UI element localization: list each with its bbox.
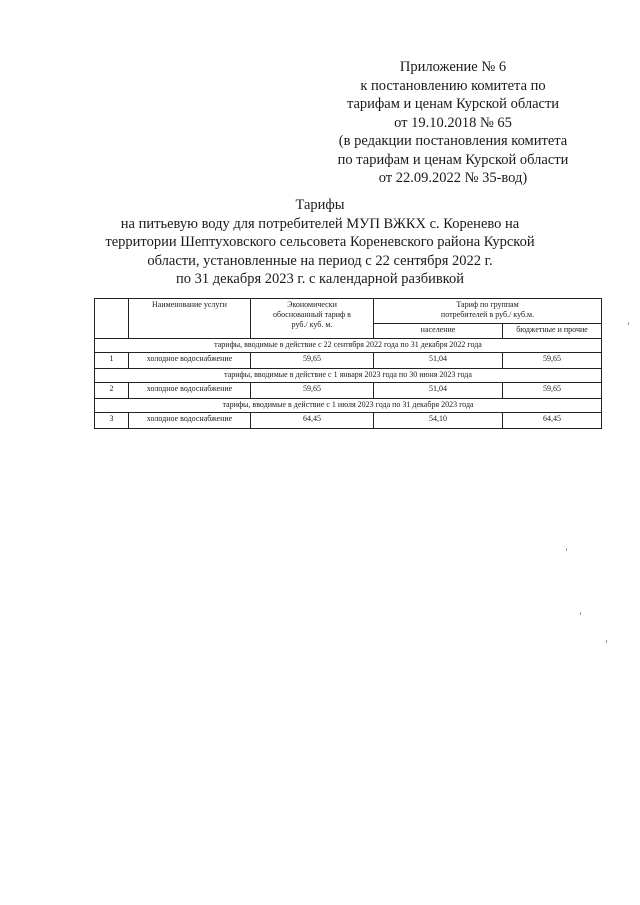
scan-speck: [566, 548, 567, 551]
row-population: 51,04: [374, 353, 503, 369]
title-line: на питьевую воду для потребителей МУП ВЖКХ с. Коренево на: [120, 215, 520, 232]
row-service: холодное водоснабжение: [129, 413, 251, 429]
appendix-line: по тарифам и ценам Курской области: [337, 151, 569, 168]
row-service: холодное водоснабжение: [129, 383, 251, 399]
title-line: по 31 декабря 2023 г. с календарной разбивкой: [176, 271, 464, 287]
table-row: [95, 353, 602, 369]
row-economic: 59,65: [251, 383, 374, 399]
table-row: [95, 383, 602, 399]
period-row: [95, 369, 602, 383]
appendix-line: тарифам и ценам Курской области: [346, 96, 560, 112]
row-number: 2: [95, 383, 129, 399]
title-line: области, установленные на период с 22 сентября 2022 г.: [147, 252, 493, 269]
period-row: [95, 399, 602, 413]
period-label: тарифы, вводимые в действие с 1 января 2023 года по 30 июня 2023 года: [95, 369, 602, 383]
row-population: 51,04: [374, 383, 503, 399]
row-economic: 59,65: [251, 353, 374, 369]
appendix-line: от 19.10.2018 № 65: [394, 114, 512, 131]
row-number: 1: [95, 353, 129, 369]
row-budget: 64,45: [503, 413, 602, 429]
header-service: Наименование услуги: [129, 299, 251, 339]
title-line: территории Шептуховского сельсовета Кореневского района Курской: [105, 234, 535, 250]
row-number: 3: [95, 413, 129, 429]
header-economic-tariff: Экономически обоснованный тариф в руб./ куб. м.: [251, 299, 374, 339]
header-number-cell: [95, 299, 129, 339]
row-economic: 64,45: [251, 413, 374, 429]
scan-speck: [628, 322, 629, 325]
appendix-line: от 22.09.2022 № 35-вод): [378, 170, 528, 186]
period-label: тарифы, вводимые в действие с 1 июля 2023 года по 31 декабря 2023 года: [95, 399, 602, 413]
row-population: 54,10: [374, 413, 503, 429]
row-budget: 59,65: [503, 353, 602, 369]
header-population: население: [374, 324, 503, 339]
appendix-line: Приложение № 6: [399, 59, 507, 75]
appendix-header: [318, 58, 588, 188]
document-title: [78, 196, 562, 289]
tariff-table: [94, 298, 602, 429]
period-row: [95, 339, 602, 353]
header-budget: бюджетные и прочие: [503, 324, 602, 339]
appendix-line: (в редакции постановления комитета: [338, 133, 568, 149]
title-heading: Тарифы: [295, 197, 345, 213]
table-row: [95, 413, 602, 429]
table-header-row: [95, 299, 602, 324]
appendix-line: к постановлению комитета по: [360, 77, 546, 94]
row-budget: 59,65: [503, 383, 602, 399]
row-service: холодное водоснабжение: [129, 353, 251, 369]
scan-speck: [606, 640, 607, 643]
scan-speck: [580, 612, 581, 615]
header-consumer-groups: Тариф по группам потребителей в руб./ куб.м.: [374, 299, 602, 324]
period-label: тарифы, вводимые в действие с 22 сентября 2022 года по 31 декабря 2022 года: [95, 339, 602, 353]
